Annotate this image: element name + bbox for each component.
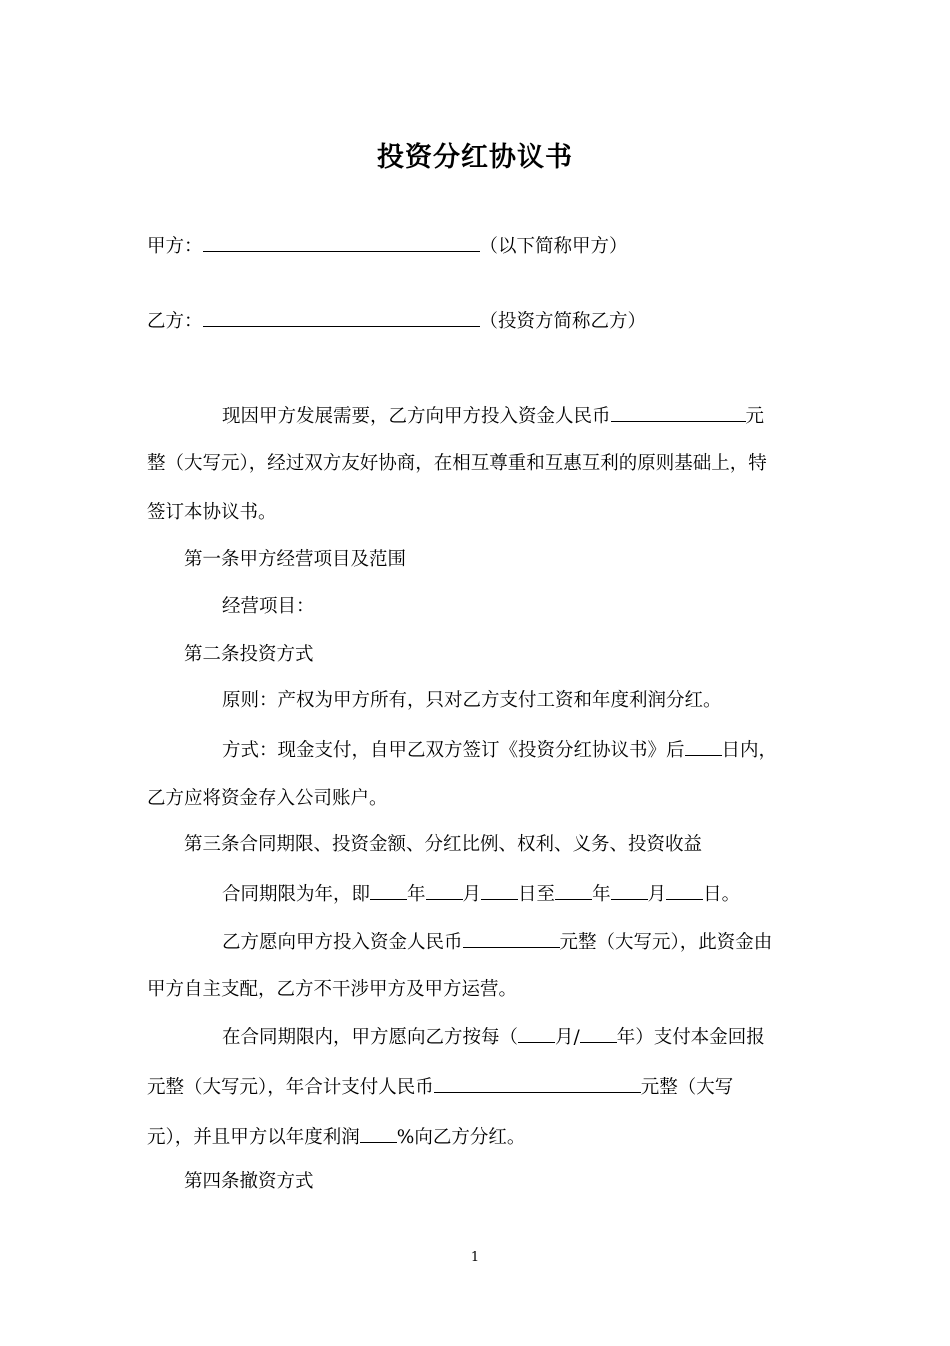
method-text: 日内， xyxy=(721,740,778,761)
pay-text: 元整（大写 xyxy=(640,1077,734,1098)
pay-text: 月/ xyxy=(555,1027,580,1048)
end-month-blank[interactable] xyxy=(611,881,648,900)
start-day-blank[interactable] xyxy=(481,881,518,900)
article-3-pay-cont xyxy=(147,1074,733,1100)
intro-line-1 xyxy=(222,403,764,429)
article-4-heading: 第四条撤资方式 xyxy=(184,1171,314,1192)
pay-text: 元整（大写元），年合计支付人民币 xyxy=(147,1077,434,1098)
party-b-line xyxy=(147,308,646,334)
invest-text: 元整（大写元），此资金由 xyxy=(559,932,773,953)
invest-text: 乙方愿向甲方投入资金人民币 xyxy=(222,932,463,953)
amount-blank[interactable] xyxy=(611,403,746,422)
end-day-blank[interactable] xyxy=(666,881,703,900)
end-year-blank[interactable] xyxy=(555,881,592,900)
period-text: 年 xyxy=(592,884,611,905)
pay-text: 在合同期限内，甲方愿向乙方按每（ xyxy=(222,1027,519,1048)
party-a-line xyxy=(147,233,628,259)
intro-line-2: 整（大写元），经过双方友好协商，在相互尊重和互惠互利的原则基础上，特 xyxy=(147,453,767,474)
page-number: 1 xyxy=(470,1250,480,1265)
party-a-blank[interactable] xyxy=(203,233,480,252)
period-text: 月 xyxy=(462,884,482,905)
article-2-principle: 原则：产权为甲方所有，只对乙方支付工资和年度利润分红。 xyxy=(222,690,722,711)
period-text: 日至 xyxy=(518,884,556,905)
start-year-blank[interactable] xyxy=(370,881,407,900)
party-a-note: （以下简称甲方） xyxy=(479,236,628,257)
party-b-note: （投资方简称乙方） xyxy=(479,311,647,332)
start-month-blank[interactable] xyxy=(426,881,463,900)
article-3-heading: 第三条合同期限、投资金额、分红比例、权利、义务、投资收益 xyxy=(184,834,703,855)
days-blank[interactable] xyxy=(685,737,722,756)
article-3-invest xyxy=(222,929,772,955)
intro-text: 元 xyxy=(745,406,765,427)
method-text: 方式：现金支付，自甲乙双方签订《投资分红协议书》后 xyxy=(222,740,685,761)
period-text: 日。 xyxy=(703,884,741,905)
intro-line-3: 签订本协议书。 xyxy=(147,502,277,523)
pay-text: 年）支付本金回报 xyxy=(616,1027,765,1048)
document-title: 投资分红协议书 xyxy=(377,142,573,173)
article-1-heading: 第一条甲方经营项目及范围 xyxy=(184,549,407,570)
article-2-method-cont: 乙方应将资金存入公司账户。 xyxy=(147,788,388,809)
pay-text: 元），并且甲方以年度利润 xyxy=(147,1127,360,1148)
invest-amount-blank[interactable] xyxy=(463,929,560,948)
article-3-invest-cont: 甲方自主支配，乙方不干涉甲方及甲方运营。 xyxy=(147,979,518,1000)
article-3-pay xyxy=(222,1024,765,1050)
party-b-blank[interactable] xyxy=(203,308,480,327)
article-1-item: 经营项目： xyxy=(222,596,315,617)
pay-text: %向乙方分红。 xyxy=(396,1127,526,1148)
party-a-label: 甲方： xyxy=(147,236,203,257)
pay-month-blank[interactable] xyxy=(518,1024,555,1043)
annual-total-blank[interactable] xyxy=(434,1074,641,1093)
article-3-period xyxy=(222,881,740,907)
period-text: 月 xyxy=(647,884,667,905)
article-2-method xyxy=(222,737,777,763)
intro-text: 现因甲方发展需要，乙方向甲方投入资金人民币 xyxy=(222,406,611,427)
period-text: 年 xyxy=(407,884,426,905)
profit-percent-blank[interactable] xyxy=(360,1124,397,1143)
period-text: 合同期限为年，即 xyxy=(222,884,371,905)
article-3-pay-cont-2 xyxy=(147,1124,525,1150)
party-b-label: 乙方： xyxy=(147,311,203,332)
article-2-heading: 第二条投资方式 xyxy=(184,644,314,665)
pay-year-blank[interactable] xyxy=(580,1024,617,1043)
